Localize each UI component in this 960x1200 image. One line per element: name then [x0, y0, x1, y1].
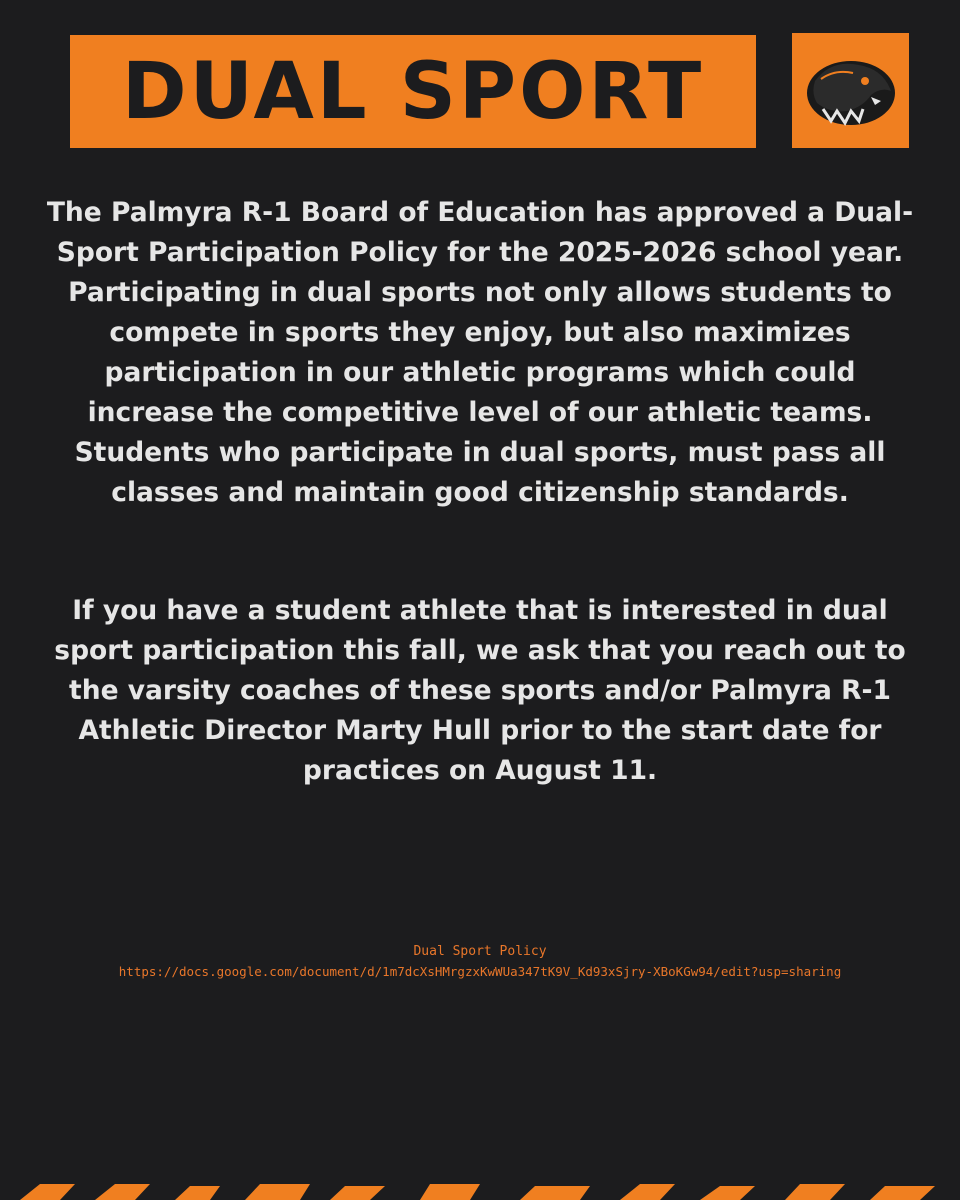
- policy-link[interactable]: [0, 942, 960, 982]
- policy-link-label[interactable]: Dual Sport Policy: [413, 944, 547, 959]
- panther-mascot-icon: [801, 51, 901, 131]
- logo: [792, 33, 909, 148]
- page-title: DUAL SPORT: [121, 46, 705, 137]
- bottom-decoration: [0, 1180, 960, 1200]
- title-banner: [70, 35, 756, 148]
- policy-link-url[interactable]: https://docs.google.com/document/d/1m7dcXsHMrgzxKwWUa347tK9V_Kd93xSjry-XBoKGw94/edit?usp=sharing: [118, 964, 842, 979]
- contact-paragraph: If you have a student athlete that is interested in dual sport participation this fall, we ask that you reach out to the varsity coaches of these sports and/or Palmyra R-1 Athletic Director Marty Hull prior to the start date for practices on August 11.: [54, 595, 906, 786]
- policy-paragraph: The Palmyra R-1 Board of Education has approved a Dual-Sport Participation Policy for the 2025-2026 school year. Participating in dual sports not only allows students to compete in sports they enjoy, but also maximizes participation in our athletic programs which could increase the competitive level of our athletic teams. Students who participate in dual sports, must pass all classes and maintain good citizenship standards.: [46, 197, 914, 508]
- stripe-pattern: [0, 1180, 960, 1200]
